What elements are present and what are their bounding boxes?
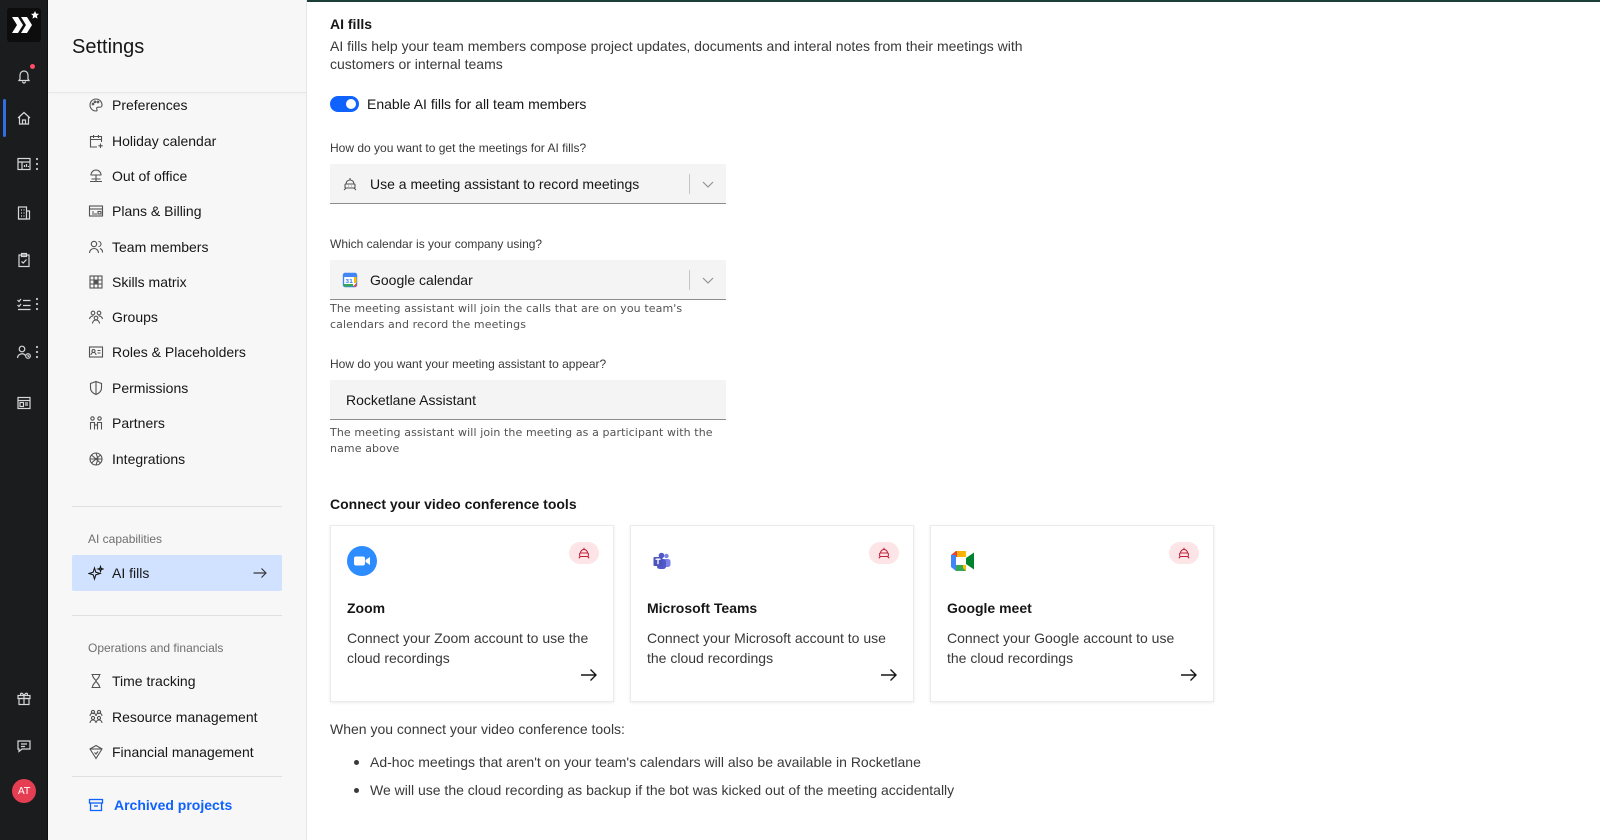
assistant-name-label: How do you want your meeting assistant to appear? bbox=[330, 357, 607, 371]
sidebar-item-label: Groups bbox=[112, 309, 158, 325]
archived-projects-label: Archived projects bbox=[114, 797, 233, 813]
assistant-name-input[interactable]: Rocketlane Assistant bbox=[330, 380, 726, 420]
sidebar-item-resource-management[interactable] bbox=[88, 704, 258, 730]
sidebar-item-ai-fills[interactable] bbox=[72, 555, 282, 591]
notification-dot bbox=[29, 63, 36, 70]
people-icon bbox=[88, 239, 104, 255]
card-description: Connect your Google account to use the cloud recordings bbox=[947, 630, 1175, 666]
sidebar-item-label: Holiday calendar bbox=[112, 133, 217, 149]
integrations-icon bbox=[88, 451, 104, 467]
select-value: Use a meeting assistant to record meetings bbox=[370, 175, 640, 192]
checklist-icon bbox=[16, 296, 32, 312]
sidebar-item-holiday-calendar[interactable] bbox=[88, 128, 216, 154]
home-icon bbox=[16, 110, 32, 126]
sidebar-item-skills-matrix[interactable] bbox=[88, 269, 187, 295]
sidebar-item-roles-placeholders[interactable] bbox=[88, 339, 246, 365]
sidebar-item-out-of-office[interactable] bbox=[88, 163, 187, 189]
toggle-label: Enable AI fills for all team members bbox=[367, 96, 587, 112]
sidebar-item-label: Plans & Billing bbox=[112, 203, 202, 219]
gift-icon bbox=[16, 690, 32, 706]
teams-icon bbox=[647, 546, 677, 576]
bot-icon bbox=[342, 176, 358, 192]
list-item: We will use the cloud recording as backup if the bot was kicked out of the meeting accidentally bbox=[354, 776, 954, 804]
arrow-right-icon bbox=[252, 565, 268, 581]
group-icon bbox=[88, 309, 104, 325]
card-description: Connect your Zoom account to use the cloud recordings bbox=[347, 630, 589, 666]
calendar-add-icon bbox=[88, 133, 104, 149]
page-description: AI fills help your team members compose project updates, documents and interal notes from their meetings with customers or internal teams bbox=[330, 38, 1023, 72]
notes-title: When you connect your video conference tools: bbox=[330, 721, 625, 737]
dashboard-icon bbox=[16, 156, 32, 172]
divider bbox=[72, 506, 282, 507]
home-button[interactable] bbox=[0, 103, 48, 133]
avatar[interactable]: AT bbox=[12, 779, 36, 803]
settings-sidebar bbox=[48, 0, 307, 840]
feedback-button[interactable] bbox=[0, 731, 48, 761]
sidebar-item-label: Partners bbox=[112, 415, 165, 431]
ai-fills-settings bbox=[330, 0, 1570, 840]
assistant-badge bbox=[869, 542, 899, 564]
building-icon bbox=[16, 205, 32, 221]
section-label-ai: AI capabilities bbox=[88, 532, 163, 546]
svg-text:31: 31 bbox=[345, 278, 354, 285]
notifications-button[interactable] bbox=[0, 61, 48, 91]
sidebar-item-label: AI fills bbox=[112, 565, 150, 581]
gifts-button[interactable] bbox=[0, 683, 48, 713]
clipboard-icon bbox=[16, 252, 32, 268]
templates-button[interactable] bbox=[0, 388, 48, 418]
sidebar-item-label: Team members bbox=[112, 239, 209, 255]
dashboards-button[interactable] bbox=[0, 149, 48, 179]
kebab-icon[interactable] bbox=[35, 157, 39, 171]
bot-icon bbox=[877, 546, 891, 560]
sidebar-item-permissions[interactable] bbox=[88, 375, 188, 401]
people-button[interactable] bbox=[0, 337, 48, 367]
people-icon bbox=[16, 344, 32, 360]
chevron-down-icon bbox=[702, 178, 714, 190]
sidebar-item-label: Roles & Placeholders bbox=[112, 344, 246, 360]
card-title: Google meet bbox=[947, 600, 1032, 616]
meeting-source-label: How do you want to get the meetings for AI fills? bbox=[330, 141, 587, 155]
assistant-name-helper-text: The meeting assistant will join the meeting as a participant with the name above bbox=[330, 426, 713, 455]
arrow-right-icon[interactable] bbox=[579, 665, 599, 685]
sidebar-item-groups[interactable] bbox=[88, 304, 158, 330]
sidebar-item-label: Permissions bbox=[112, 380, 189, 396]
sidebar-item-label: Preferences bbox=[112, 97, 188, 113]
enable-ai-fills-row bbox=[330, 96, 586, 112]
accounts-button[interactable] bbox=[0, 198, 48, 228]
bot-icon bbox=[577, 546, 591, 560]
google-meet-card[interactable] bbox=[930, 525, 1214, 702]
sidebar-item-time-tracking[interactable] bbox=[88, 668, 196, 694]
calendar-label: Which calendar is your company using? bbox=[330, 237, 543, 251]
card-description: Connect your Microsoft account to use the cloud recordings bbox=[647, 630, 886, 666]
google-calendar-icon bbox=[342, 272, 358, 288]
sparkle-icon bbox=[88, 565, 104, 581]
enable-ai-fills-toggle[interactable] bbox=[330, 96, 359, 112]
microsoft-teams-card[interactable] bbox=[630, 525, 914, 702]
meeting-source-select[interactable] bbox=[330, 164, 726, 204]
id-card-icon bbox=[88, 344, 104, 360]
resource-icon bbox=[88, 709, 104, 725]
assistant-badge bbox=[1169, 542, 1199, 564]
assistant-badge bbox=[569, 542, 599, 564]
list-item: Ad-hoc meetings that aren't on your team's calendars will also be available in Rocketlane bbox=[354, 748, 954, 776]
connect-section-title: Connect your video conference tools bbox=[330, 496, 577, 512]
sidebar-item-label: Integrations bbox=[112, 451, 186, 467]
finance-icon bbox=[88, 744, 104, 760]
kebab-icon[interactable] bbox=[35, 297, 39, 311]
sidebar-item-team-members[interactable] bbox=[88, 234, 208, 260]
partners-icon bbox=[88, 415, 104, 431]
tasks-button[interactable] bbox=[0, 245, 48, 275]
sidebar-item-partners[interactable] bbox=[88, 410, 165, 436]
sidebar-item-financial-management[interactable] bbox=[88, 739, 254, 765]
bot-icon bbox=[1177, 546, 1191, 560]
chevron-down-icon bbox=[702, 274, 714, 286]
arrow-right-icon[interactable] bbox=[879, 665, 899, 685]
billing-icon bbox=[88, 203, 104, 219]
archive-icon bbox=[88, 797, 104, 813]
sidebar-item-plans-billing[interactable] bbox=[88, 198, 202, 224]
beach-icon bbox=[88, 168, 104, 184]
chat-icon bbox=[16, 738, 32, 754]
sidebar-item-label: Skills matrix bbox=[112, 274, 187, 290]
select-value: Google calendar bbox=[370, 271, 473, 288]
arrow-right-icon[interactable] bbox=[1179, 665, 1199, 685]
card-title: Microsoft Teams bbox=[647, 600, 758, 616]
sidebar-item-integrations[interactable] bbox=[88, 446, 185, 472]
calendar-select[interactable] bbox=[330, 260, 726, 300]
zoom-card[interactable] bbox=[330, 525, 614, 702]
sidebar-item-label: Resource management bbox=[112, 709, 258, 725]
sidebar-item-label: Time tracking bbox=[112, 673, 196, 689]
palette-icon bbox=[88, 97, 104, 113]
archived-projects-link[interactable] bbox=[88, 797, 232, 813]
sidebar-title: Settings bbox=[72, 36, 145, 58]
notes-list bbox=[354, 748, 954, 804]
section-label-operations: Operations and financials bbox=[88, 641, 224, 655]
google-meet-icon bbox=[947, 546, 977, 576]
sidebar-item-label: Financial management bbox=[112, 744, 254, 760]
checklist-button[interactable] bbox=[0, 289, 48, 319]
app-logo[interactable] bbox=[7, 8, 41, 42]
page-title: AI fills bbox=[330, 16, 373, 32]
divider bbox=[72, 776, 282, 777]
template-icon bbox=[16, 395, 32, 411]
bell-icon bbox=[16, 68, 32, 84]
sidebar-item-label: Out of office bbox=[112, 168, 188, 184]
app-rail bbox=[0, 0, 48, 840]
hourglass-icon bbox=[88, 673, 104, 689]
divider bbox=[689, 174, 690, 194]
card-title: Zoom bbox=[347, 600, 386, 616]
zoom-icon bbox=[347, 546, 377, 576]
divider bbox=[689, 270, 690, 290]
calendar-helper-text: The meeting assistant will join the calls that are on you team's calendars and record the meetings bbox=[330, 302, 683, 331]
kebab-icon[interactable] bbox=[35, 345, 39, 359]
sidebar-item-preferences[interactable] bbox=[88, 92, 187, 118]
grid-icon bbox=[88, 274, 104, 290]
shield-icon bbox=[88, 380, 104, 396]
divider bbox=[72, 615, 282, 616]
